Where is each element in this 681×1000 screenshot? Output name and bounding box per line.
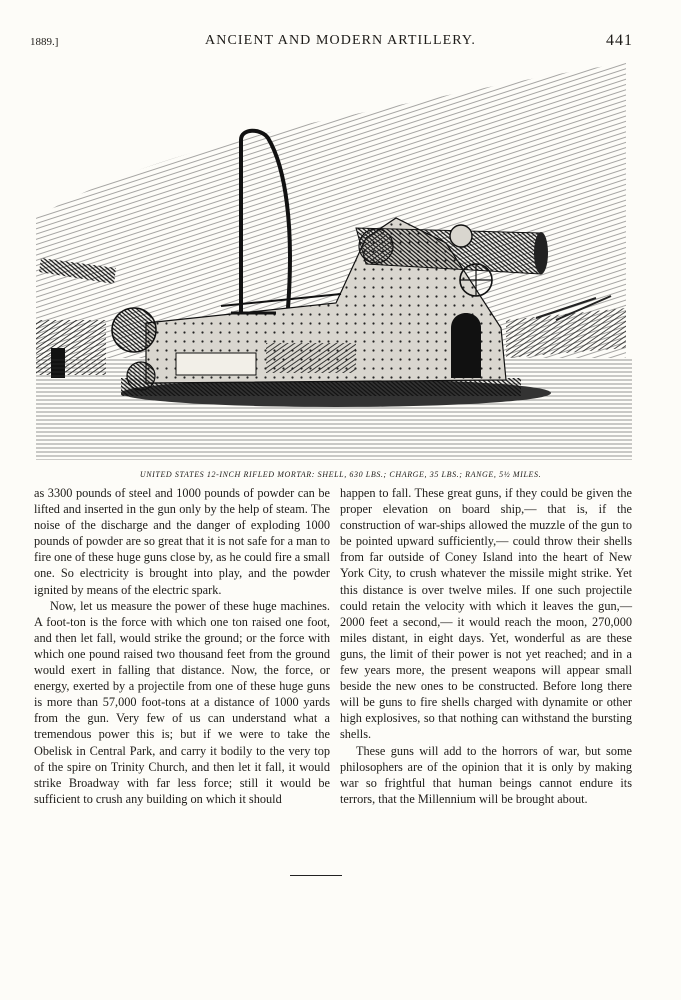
page-number: 441 bbox=[606, 32, 633, 49]
paragraph: as 3300 pounds of steel and 1000 pounds of powder can be lifted and inserted in the gun only by the help of steam. The noise of the discharge and the danger of exploding 1000 pounds of powder are so great that it is not safe for a man to fire one of these huge guns close by, as he could fire a small one. So electricity is brought into play, and the powder ignited by means of the electric spark. bbox=[34, 486, 330, 597]
paragraph: These guns will add to the horrors of war, but some philosophers are of the opinion that it is only by making war so frightful that human beings cannot endure its terrors, that the Millennium will be brought about. bbox=[340, 743, 632, 806]
left-column bbox=[34, 485, 330, 807]
figure-caption: UNITED STATES 12-INCH RIFLED MORTAR: SHELL, 630 LBS.; CHARGE, 35 LBS.; RANGE, 5½ MILES. bbox=[139, 470, 542, 479]
running-head-title: ANCIENT AND MODERN ARTILLERY. bbox=[205, 33, 476, 48]
section-divider bbox=[290, 875, 342, 876]
running-head-year: 1889.] bbox=[30, 36, 59, 48]
right-column bbox=[340, 485, 632, 807]
mortar-engraving bbox=[36, 58, 632, 460]
paragraph: happen to fall. These great guns, if they could be given the proper elevation on board ship,— that is, if the construction of war-ships allowed the muzzle of the gun to be pointed upward sufficiently,— could throw their shells from far outside of Coney Island into the heart of New York City, to crush whatever the missile might strike. Yet this distance is over twelve miles. If one such projectile could retain the velocity with which it leaves the gun,— 2000 feet a second,— it would reach the moon, 270,000 miles distant, in eight days. Yet, wonderful as are these guns, the limit of their power is not yet reached; and in a few years more, the present weapons will appear small beside the new ones to be constructed. Before long there will be guns to fire shells charged with dynamite or other high explosives, so that nothing can withstand the bursting shells. bbox=[340, 486, 632, 742]
paragraph: Now, let us measure the power of these huge machines. A foot-ton is the force with which one ton raised one foot, and then let fall, would strike the ground; or the force with which one pound raised two thousand feet from the ground would exert in falling that distance. Now, the force, or energy, exerted by a projectile from one of these huge guns is more than 57,000 foot-tons at a distance of 1000 yards from the gun. Very few of us can understand what a tremendous power this is; but if we were to take the Obelisk in Central Park, and carry it bodily to the very top of the spire on Trinity Church, and then let it fall, it would strike Broadway with far less force; still it would be sufficient to crush any building on which it should bbox=[34, 598, 330, 806]
